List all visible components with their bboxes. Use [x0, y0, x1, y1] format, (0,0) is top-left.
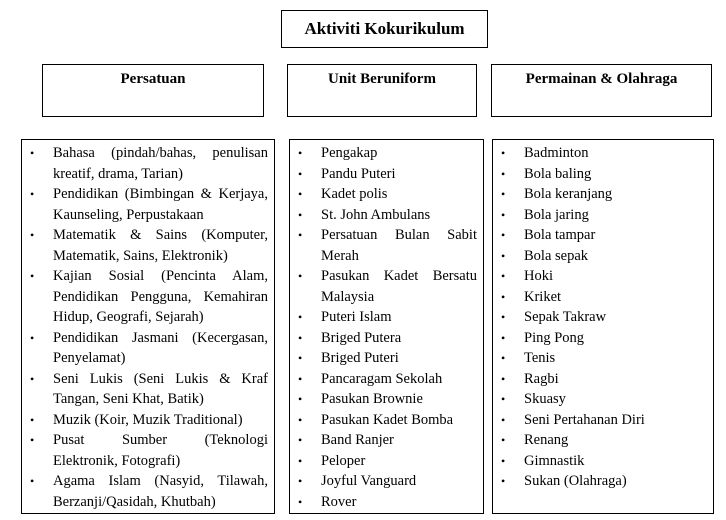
list-item [493, 430, 707, 451]
list-item-label: Kriket [524, 288, 562, 305]
list-item [493, 389, 707, 410]
bullet-icon: • [501, 453, 506, 468]
list-item-label: Persatuan Bulan Sabit Merah [321, 227, 477, 264]
list-item [493, 328, 707, 349]
list-item [22, 410, 268, 431]
bullet-icon: • [501, 269, 506, 283]
list-item-label: Bola baling [524, 165, 592, 182]
list-item [22, 266, 268, 328]
list-item [493, 164, 707, 185]
bullet-icon: • [501, 289, 506, 304]
bullet-icon: • [501, 330, 506, 345]
list-item [290, 471, 477, 492]
list-item-label: Renang [524, 432, 569, 448]
list-item [290, 430, 477, 451]
list-item-label: Seni Pertahanan Diri [524, 411, 645, 428]
bullet-icon: • [298, 433, 303, 447]
bullet-icon: • [30, 433, 35, 447]
bullet-icon: • [30, 412, 35, 427]
bullet-icon: • [298, 494, 303, 509]
bullet-icon: • [501, 474, 506, 488]
list-item [290, 492, 477, 513]
list-item-label: Pasukan Brownie [321, 391, 423, 407]
list-unit-beruniform [289, 139, 484, 514]
bullet-icon: • [501, 228, 506, 242]
list-item [290, 451, 477, 472]
list-item [22, 225, 268, 266]
list-item-label: Pasukan Kadet Bersatu Malaysia [321, 268, 477, 305]
bullet-icon: • [298, 392, 303, 406]
list-item-label: Badminton [524, 145, 589, 161]
list-item-label: St. John Ambulans [321, 206, 431, 223]
list-item-label: Bola sepak [524, 247, 589, 264]
list-item-label: Matematik & Sains (Komputer, Matematik, Sains, Elektronik) [53, 227, 268, 264]
list-item-label: Peloper [321, 452, 366, 469]
list-item [290, 307, 477, 328]
bullet-icon: • [501, 351, 506, 365]
bullet-icon: • [298, 474, 303, 488]
bullet-icon: • [298, 330, 303, 345]
heading-persatuan: Persatuan [42, 64, 264, 117]
bullet-icon: • [501, 310, 506, 324]
bullet-icon: • [501, 392, 506, 406]
list-item-label: Muzik (Koir, Muzik Traditional) [53, 411, 243, 428]
list-item [493, 451, 707, 472]
bullet-icon: • [298, 453, 303, 468]
list-permainan-olahraga [492, 139, 714, 514]
list-item [22, 369, 268, 410]
list-item-label: Ping Pong [524, 329, 585, 346]
list-item [290, 184, 477, 205]
list-item-label: Joyful Vanguard [321, 473, 417, 489]
list-item-label: Pandu Puteri [321, 165, 396, 182]
bullet-icon: • [30, 474, 35, 488]
bullet-icon: • [501, 371, 506, 386]
list-item [22, 143, 268, 184]
list-item [22, 471, 268, 512]
bullet-icon: • [501, 187, 506, 201]
list-item-label: Gimnastik [524, 452, 585, 469]
diagram-title: Aktiviti Kokurikulum [281, 10, 488, 48]
list-item-label: Pusat Sumber (Teknologi Elektronik, Fotografi) [53, 432, 268, 469]
list-item-label: Ragbi [524, 370, 559, 387]
list-item [290, 225, 477, 266]
bullet-icon: • [501, 166, 506, 181]
list-item [493, 471, 707, 492]
list-item-label: Sukan (Olahraga) [524, 473, 627, 489]
list-item [22, 328, 268, 369]
list-persatuan [21, 139, 275, 514]
list-item-label: Briged Putera [321, 329, 402, 346]
list-item-label: Pengakap [321, 145, 378, 161]
list-item [290, 369, 477, 390]
list-item-label: Skuasy [524, 391, 566, 407]
list-item [290, 164, 477, 185]
list-item [290, 205, 477, 226]
bullet-icon: • [298, 371, 303, 386]
list-item [493, 348, 707, 369]
bullet-icon: • [501, 433, 506, 447]
list-item-label: Hoki [524, 268, 553, 284]
bullet-icon: • [298, 166, 303, 181]
list-item [290, 328, 477, 349]
bullet-icon: • [501, 207, 506, 222]
bullet-icon: • [298, 146, 303, 160]
list-item-label: Bola jaring [524, 206, 589, 223]
list-item-label: Pasukan Kadet Bomba [321, 411, 454, 428]
bullet-icon: • [298, 207, 303, 222]
bullet-icon: • [30, 228, 35, 242]
bullet-icon: • [30, 330, 35, 345]
list-item [493, 205, 707, 226]
list-item-label: Pancaragam Sekolah [321, 370, 443, 387]
list-item [290, 143, 477, 164]
list-item-label: Band Ranjer [321, 432, 394, 448]
list-item [290, 389, 477, 410]
bullet-icon: • [501, 248, 506, 263]
list-item-label: Seni Lukis (Seni Lukis & Kraf Tangan, Seni Khat, Batik) [53, 370, 268, 407]
list-item [493, 266, 707, 287]
list-item [22, 430, 268, 471]
heading-unit-beruniform: Unit Beruniform [287, 64, 477, 117]
list-item-label: Bola tampar [524, 227, 596, 243]
list-item [493, 369, 707, 390]
list-item-label: Rover [321, 493, 357, 510]
list-item-label: Pendidikan Jasmani (Kecergasan, Penyelamat) [53, 329, 268, 366]
list-item [22, 184, 268, 225]
bullet-icon: • [501, 412, 506, 427]
bullet-icon: • [298, 351, 303, 365]
list-item [493, 410, 707, 431]
bullet-icon: • [30, 371, 35, 386]
list-item [493, 287, 707, 308]
list-item [493, 307, 707, 328]
list-item [493, 184, 707, 205]
bullet-icon: • [30, 146, 35, 160]
list-item-label: Bahasa (pindah/bahas, penulisan kreatif, drama, Tarian) [53, 145, 268, 182]
heading-permainan-olahraga: Permainan & Olahraga [491, 64, 712, 117]
list-item-label: Kajian Sosial (Pencinta Alam, Pendidikan Pengguna, Kemahiran Hidup, Geografi, Sejarah) [53, 268, 268, 325]
list-item [493, 225, 707, 246]
bullet-icon: • [298, 187, 303, 201]
bullet-icon: • [30, 187, 35, 201]
list-item-label: Kadet polis [321, 186, 388, 202]
list-item-label: Sepak Takraw [524, 309, 607, 325]
bullet-icon: • [298, 269, 303, 283]
list-item [290, 266, 477, 307]
list-item [290, 348, 477, 369]
bullet-icon: • [501, 146, 506, 160]
bullet-icon: • [30, 269, 35, 283]
list-item [493, 143, 707, 164]
list-item-label: Briged Puteri [321, 350, 399, 366]
list-item-label: Tenis [524, 350, 556, 366]
list-item-label: Pendidikan (Bimbingan & Kerjaya, Kaunseling, Perpustakaan [53, 186, 268, 223]
list-item-label: Agama Islam (Nasyid, Tilawah, Berzanji/Qasidah, Khutbah) [53, 473, 268, 510]
bullet-icon: • [298, 310, 303, 324]
list-item [290, 410, 477, 431]
bullet-icon: • [298, 228, 303, 242]
bullet-icon: • [298, 412, 303, 427]
list-item-label: Puteri Islam [321, 309, 392, 325]
list-item [493, 246, 707, 267]
list-item-label: Bola keranjang [524, 186, 613, 202]
